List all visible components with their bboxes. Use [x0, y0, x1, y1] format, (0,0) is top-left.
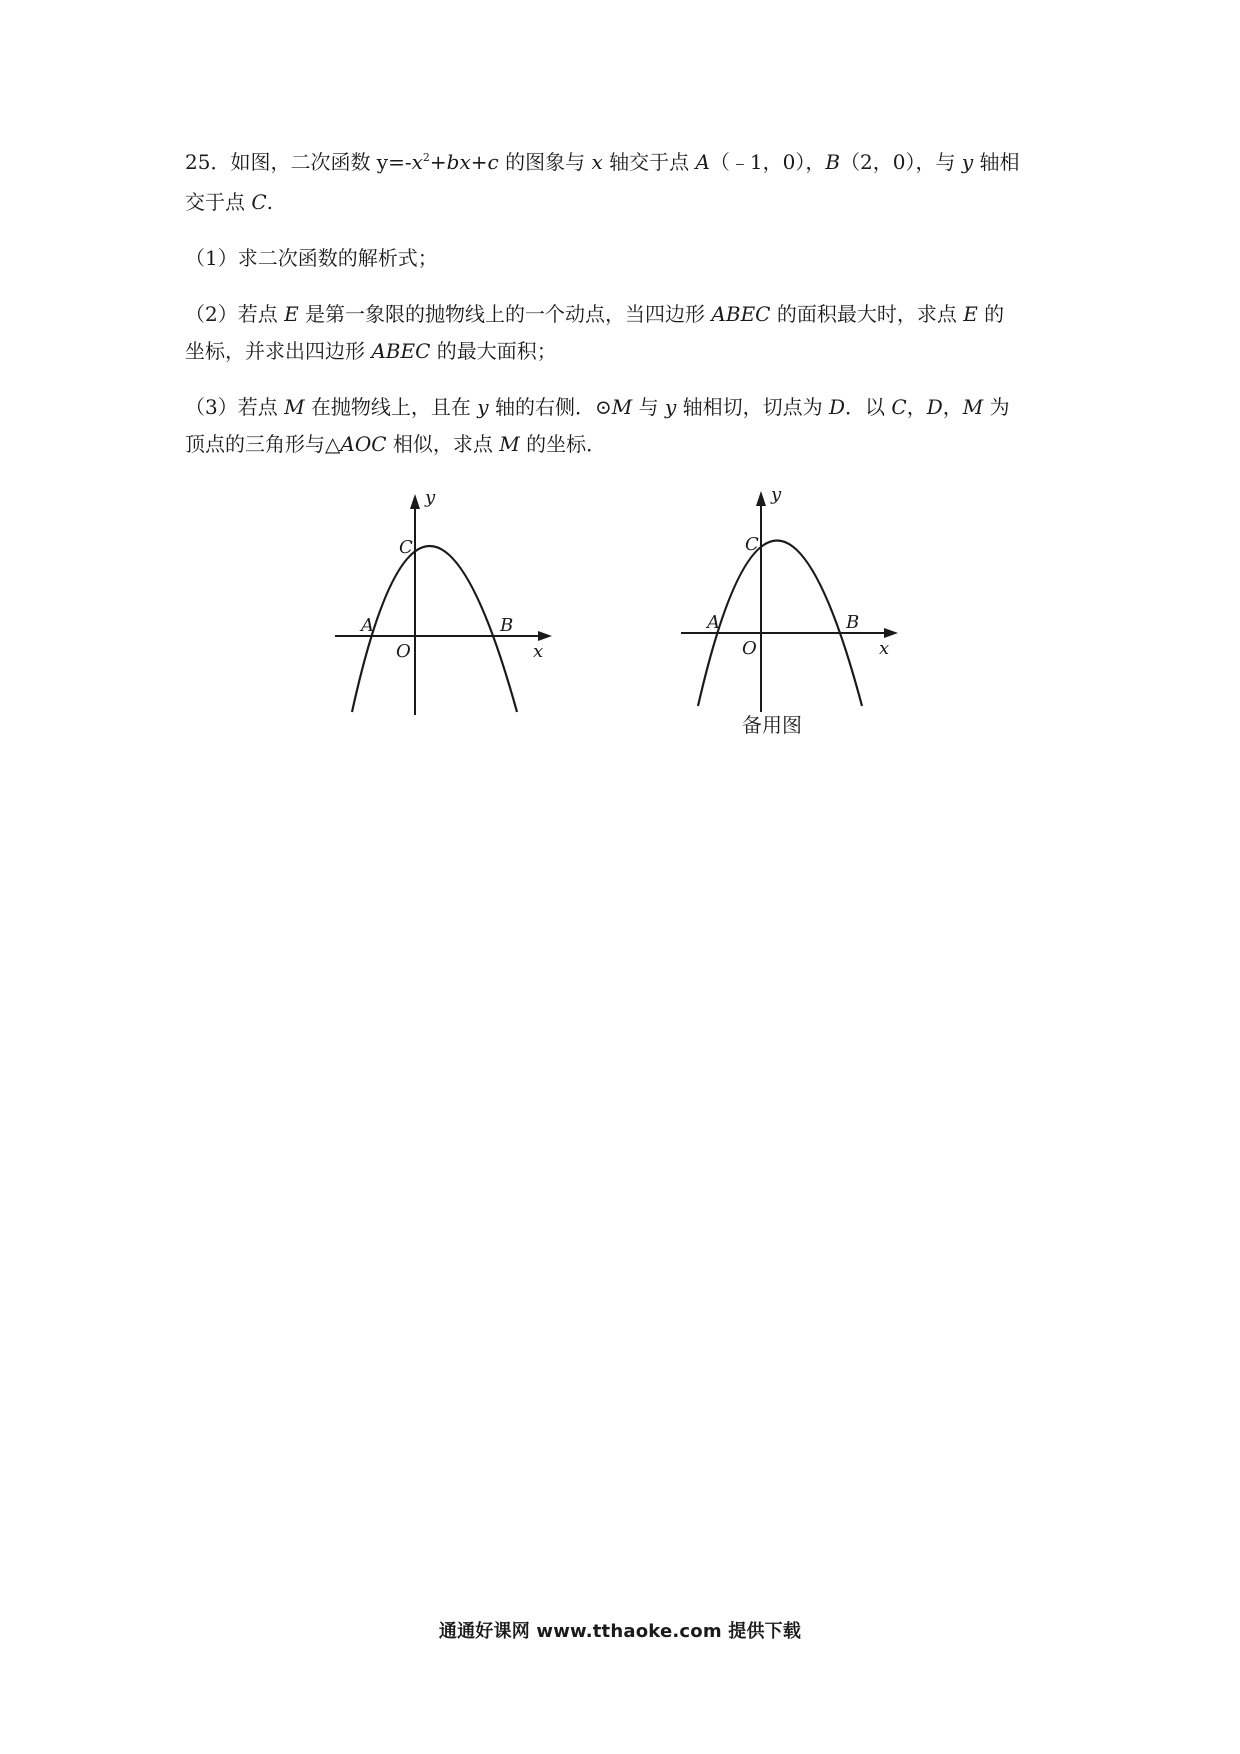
question-text: 顶点的三角形与△ — [185, 432, 341, 456]
question-1-text: （1）求二次函数的解析式； — [185, 246, 438, 270]
label-b: B — [500, 615, 514, 636]
label-x: x — [879, 638, 890, 659]
stem-text: + — [429, 150, 447, 174]
question-text: 的坐标． — [519, 432, 607, 456]
stem-text: 交于点 — [185, 190, 252, 214]
stem-text: 如图，二次函数 y=- — [230, 150, 412, 174]
question-text: 的 — [977, 302, 1005, 326]
question-text: 是第一象限的抛物线上的一个动点，当四边形 — [298, 302, 712, 326]
point-m: M — [962, 395, 984, 419]
point-m: M — [611, 395, 633, 419]
stem-text: 的图象与 — [498, 150, 592, 174]
question-text: 相似，求点 — [386, 432, 500, 456]
question-2-line-1 — [185, 300, 1004, 328]
question-text: 在抛物线上，且在 — [304, 395, 478, 419]
stem-text: + — [470, 150, 488, 174]
point-c: C — [251, 190, 267, 214]
parabola-curve — [698, 541, 862, 707]
exponent: 2 — [422, 151, 430, 164]
label-x: x — [533, 641, 544, 662]
y-axis-arrow — [410, 494, 420, 509]
point-m: M — [284, 395, 305, 419]
label-y: y — [425, 487, 436, 508]
problem-stem-line-2 — [185, 188, 273, 216]
var-y: y — [961, 150, 974, 174]
figure-caption-backup: 备用图 — [742, 713, 802, 737]
point-b: B — [825, 150, 841, 174]
stem-text: 轴相 — [973, 150, 1020, 174]
x-axis-arrow — [884, 628, 898, 638]
question-text: 轴的右侧．⊙ — [488, 395, 612, 419]
question-3-line-1 — [185, 393, 1010, 421]
label-b: B — [846, 612, 860, 633]
y-axis-arrow — [756, 491, 766, 506]
var-bx: bx — [446, 150, 471, 174]
var-x: x — [591, 150, 603, 174]
question-text: （3）若点 — [185, 395, 285, 419]
triangle-aoc: AOC — [340, 432, 387, 456]
page-footer: 通通好课网 www.tthaoke.com 提供下载 — [438, 1621, 802, 1642]
parabola-figure-backup — [676, 482, 906, 712]
quad-abec: ABEC — [711, 302, 771, 326]
question-text: 的面积最大时，求点 — [770, 302, 964, 326]
label-c: C — [399, 537, 413, 558]
point-m: M — [499, 432, 520, 456]
var-y: y — [477, 395, 489, 419]
problem-stem-line-1 — [185, 148, 1020, 176]
label-c: C — [745, 534, 759, 555]
question-text: （2）若点 — [185, 302, 285, 326]
label-y: y — [771, 484, 782, 505]
stem-text: （﹣1，0）， — [709, 150, 826, 174]
parabola-curve — [352, 546, 517, 712]
stem-text: 轴交于点 — [602, 150, 696, 174]
question-text: 的最大面积； — [430, 339, 557, 363]
var-c: c — [487, 150, 499, 174]
point-a: A — [695, 150, 710, 174]
question-text: ．以 — [845, 395, 892, 419]
point-e: E — [284, 302, 299, 326]
point-c: C — [891, 395, 907, 419]
label-a: A — [707, 612, 720, 633]
problem-number: 25． — [185, 150, 231, 174]
var-x: x — [411, 150, 423, 174]
question-2-line-2 — [185, 337, 557, 365]
parabola-figure-main — [330, 485, 560, 715]
question-text: 坐标，并求出四边形 — [185, 339, 372, 363]
stem-text: （2，0），与 — [840, 150, 962, 174]
quad-abec: ABEC — [371, 339, 431, 363]
question-1 — [185, 244, 438, 272]
var-y: y — [664, 395, 677, 419]
label-o: O — [742, 638, 757, 659]
question-text: ， — [942, 395, 963, 419]
label-o: O — [396, 641, 411, 662]
point-d: D — [828, 395, 846, 419]
question-3-line-2 — [185, 430, 606, 458]
label-a: A — [361, 615, 374, 636]
question-text: 轴相切，切点为 — [676, 395, 829, 419]
point-d: D — [926, 395, 943, 419]
question-text: ， — [906, 395, 927, 419]
question-text: 与 — [632, 395, 665, 419]
stem-text: . — [266, 190, 274, 214]
point-e: E — [963, 302, 978, 326]
x-axis-arrow — [538, 631, 552, 641]
question-text: 为 — [983, 395, 1010, 419]
